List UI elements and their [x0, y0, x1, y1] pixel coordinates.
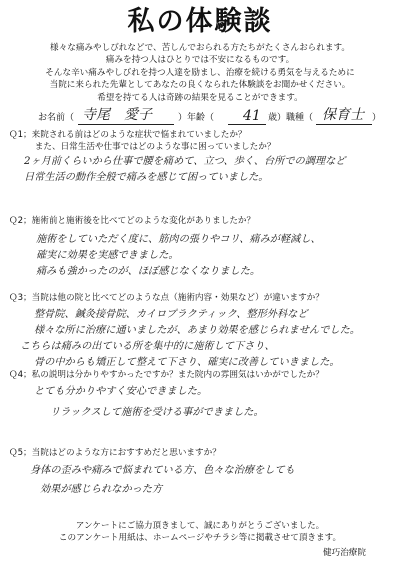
- answer-line: 日常生活の動作全般で痛みを感じて困っていました。: [24, 172, 269, 183]
- answer-line: 2ヶ月前くらいから仕事で腰を痛めて、立つ、歩く、台所での調理など: [24, 156, 346, 167]
- answer-line: 整骨院、鍼灸接骨院、カイロプラクティック、整形外科など: [34, 309, 308, 320]
- question-line: また、日常生活や仕事ではどのような事に困っていましたか？: [9, 141, 276, 152]
- intro-line: 様々な痛みやしびれなどで、苦しんでおられる方たちがたくさんおられます。: [50, 43, 350, 53]
- answer-line: 骨の中からも矯正して整えて下さり、確実に改善していきました。: [34, 357, 340, 368]
- answer-line: 痛みも強かったのが、ほぼ感じなくなりました。: [36, 266, 261, 277]
- name-value: 寺尾 愛子: [82, 107, 152, 123]
- answer-line: 効果が感じられなかった方: [40, 484, 163, 495]
- answer-line: こちらは痛みの出ている所を集中的に施術して下さり、: [20, 341, 275, 352]
- question-5: [9, 448, 394, 460]
- answer-line: 確実に効果を実感できました。: [36, 250, 179, 261]
- question-line: Ｑ1；来院される前はどのような症状で悩まれていましたか？: [9, 130, 247, 140]
- answer-line: 様々な所に治療に通いましたが、あまり効果を感じられませんでした。: [34, 325, 360, 336]
- question-line: Ｑ3；当院は他の院と比べてどのような点（施術内容・効果など）が違いますか？: [9, 293, 324, 303]
- closing-line: このアンケート用紙は、ホームページやチラシ等に掲載させて頂きます。: [58, 533, 342, 543]
- answer-1: [24, 154, 345, 186]
- intro-line: 当院に来られた先輩としてあなたの良くなられた体験談をお聞かせください。: [49, 80, 351, 91]
- question-4: [9, 370, 394, 382]
- answer-line: リラックスして施術を受ける事ができました。: [50, 407, 264, 418]
- job-value: 保育士: [322, 107, 364, 123]
- answer-2: [36, 232, 321, 280]
- intro-text: [10, 42, 390, 104]
- answer-5: [30, 463, 295, 498]
- question-1: [9, 130, 394, 153]
- age-unit-label: 歳）職種（: [268, 113, 314, 123]
- clinic-name: 健巧治療院: [323, 548, 366, 558]
- intro-line: 痛みを持つ人はひとりでは不安になるものです。: [105, 55, 295, 66]
- name-underline: [78, 124, 174, 125]
- intro-line: 希望を持てる人は奇跡の結果を見ることができます。: [97, 92, 303, 103]
- question-3: [9, 293, 394, 305]
- age-underline: [228, 124, 266, 125]
- answer-4: [34, 384, 264, 421]
- closing-line: アンケートにご協力頂きまして、誠にありがとうございました。: [75, 521, 325, 531]
- question-line: Ｑ5；当院はどのような方におすすめだと思いますか？: [9, 448, 221, 458]
- answer-line: とても分かりやすく安心できました。: [34, 386, 208, 397]
- age-label: ）年齢（: [178, 113, 215, 123]
- answer-line: 施術をしていただく度に、筋肉の張りやコリ、痛みが軽減し、: [36, 234, 321, 245]
- intro-line: そんな辛い痛みやしびれを持つ人達を励まし、治療を続ける勇気を与えるために: [45, 67, 355, 78]
- question-line: Ｑ4；私の説明は分かりやすかったですか？また院内の雰囲気はいかがでしたか？: [9, 370, 324, 380]
- question-2: [9, 216, 394, 228]
- name-label: お名前（: [38, 113, 75, 123]
- age-value: 41: [243, 108, 261, 124]
- close-paren: ）: [372, 113, 382, 123]
- job-underline: [316, 124, 372, 125]
- question-line: Ｑ2；施術前と施術後を比べてどのような変化がありましたか？: [9, 216, 256, 226]
- page-title: 私の体験談: [127, 6, 273, 37]
- closing-text: [10, 520, 390, 544]
- answer-3: [20, 307, 360, 371]
- respondent-info: [38, 107, 382, 125]
- answer-line: 身体の歪みや痛みで悩まれている方、色々な治療をしても: [30, 465, 295, 476]
